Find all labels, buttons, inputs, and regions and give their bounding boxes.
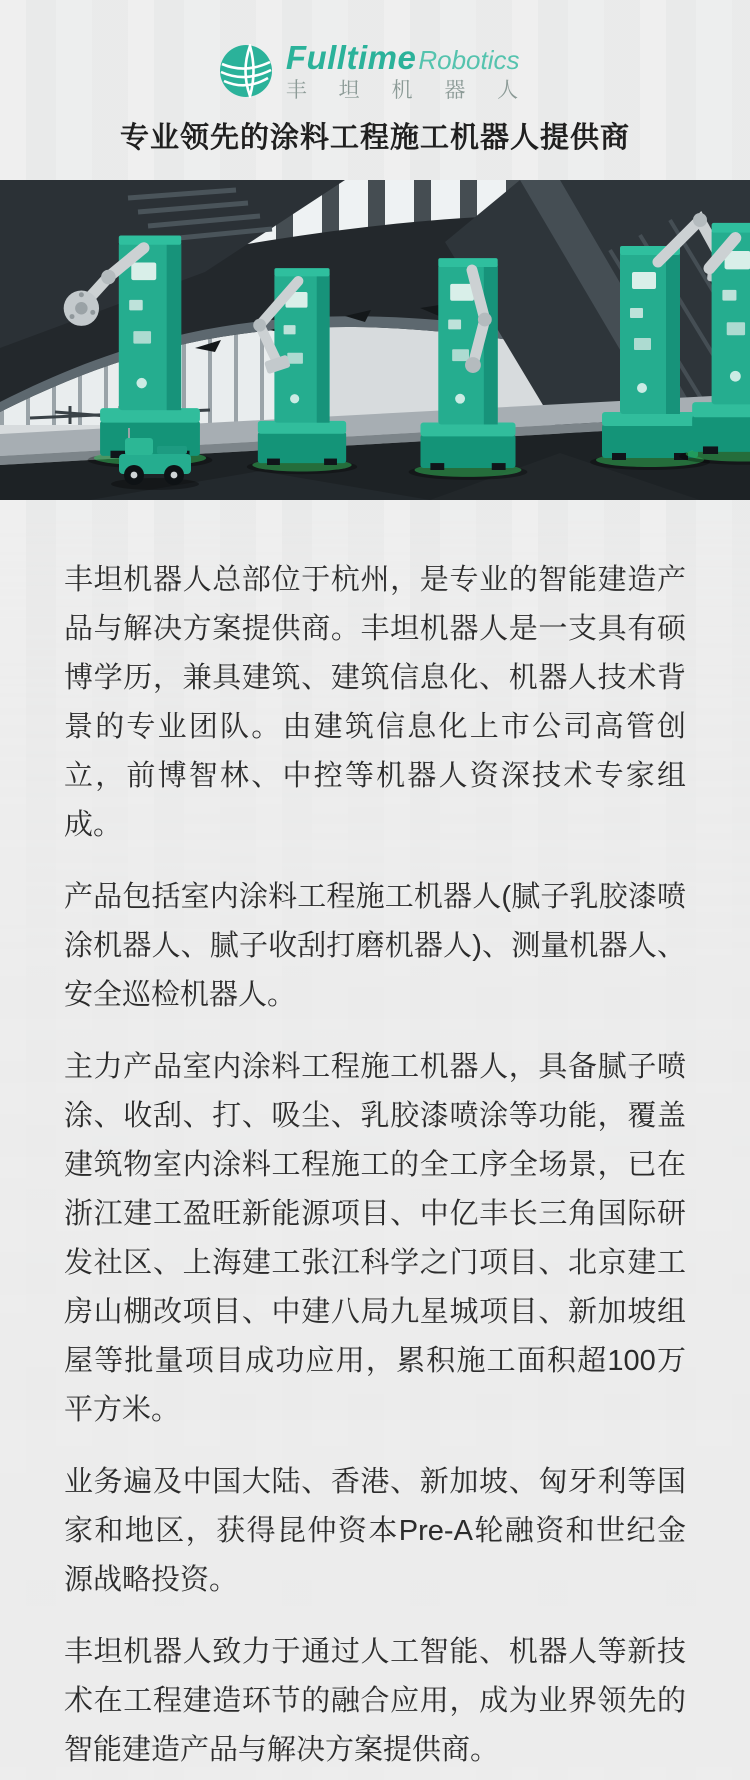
paragraph-mission: 丰坦机器人致力于通过人工智能、机器人等新技术在工程建造环节的融合应用，成为业界领先的智能建造产品与解决方案提供商。 xyxy=(64,1636,686,1766)
paragraph-business-funding: 业务遍及中国大陆、香港、新加坡、匈牙利等国家和地区，获得昆仲资本Pre-A轮融资和世纪金源战略投资。 xyxy=(64,1466,686,1596)
paragraph-main-product-projects: 主力产品室内涂料工程施工机器人，具备腻子喷涂、收刮、打、吸尘、乳胶漆喷涂等功能，覆盖建筑物室内涂料工程施工的全工序全场景，已在浙江建工盈旺新能源项目、中亿丰长三角国际研发社区、上海建工张江科学之门项目、北京建工房山棚改项目、中建八局九星城项目、新加坡组屋等批量项目成功应用，累积施工面积超100万平方米。 xyxy=(64,1051,686,1426)
article xyxy=(0,500,750,1775)
logo-cn: 丰 坦 机 器 人 xyxy=(285,79,532,102)
logo xyxy=(0,40,750,102)
page-title: 专业领先的涂料工程施工机器人提供商 xyxy=(119,122,630,154)
logo-en-bold: Fulltime xyxy=(285,39,417,76)
hero-image xyxy=(0,180,750,500)
paragraph-products: 产品包括室内涂料工程施工机器人(腻子乳胶漆喷涂机器人、腻子收刮打磨机器人)、测量机器人、安全巡检机器人。 xyxy=(64,881,686,1011)
globe-icon xyxy=(219,44,273,98)
logo-en-light: Robotics xyxy=(418,45,520,75)
header xyxy=(0,0,750,156)
logo-text xyxy=(286,41,531,101)
paragraph-company-intro: 丰坦机器人总部位于杭州，是专业的智能建造产品与解决方案提供商。丰坦机器人是一支具有硕博学历，兼具建筑、建筑信息化、机器人技术背景的专业团队。由建筑信息化上市公司高管创立，前博智林、中控等机器人资深技术专家组成。 xyxy=(64,564,686,841)
